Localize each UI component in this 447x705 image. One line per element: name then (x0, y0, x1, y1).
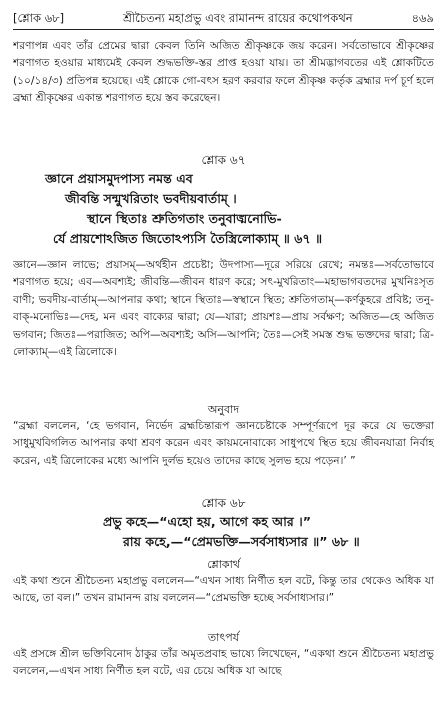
verse-67-heading: শ্লোক ৬৭ (201, 153, 246, 167)
verse-68-meaning-label: শ্লোকার্থ (207, 558, 240, 571)
verse-68-line-1: প্রভু কহে—“এহো হয়, আগে কহ আর ।” (103, 514, 312, 529)
header-verse-ref: [শ্লোক ৬৮] (13, 11, 65, 25)
intro-paragraph: শরণাপন্ন এবং তাঁর প্রেমের দ্বারা কেবল তিনি অজিত শ্রীকৃষ্ণকে জয় করেন। সর্বতোভাবে শ্রীকৃষ্ণের শরণাগত হওয়ার মাধ্যমেই কেবল শুদ্ধভক্তি-স্তর প্রাপ্ত হওয়া যায়। তা শ্রীমদ্ভাগবতের এই শ্লোকটিতে (১০/১৪/৩) প্রতিপন্ন হয়েছে। এই শ্লোকে গো-বৎস হরণ করবার ফলে শ্রীকৃষ্ণ কর্তৃক ব্রহ্মার দর্প চূর্ণ হলে ব্রহ্মা শ্রীকৃষ্ণের একান্ত শরণাগত হয়ে স্তব করেছেন। (13, 40, 434, 105)
translation-label: অনুবাদ (207, 403, 240, 416)
page-header (13, 10, 434, 26)
verse-67-line-1: জ্ঞানে প্রয়াসমুদপাস্য নমন্ত এব (45, 171, 193, 186)
page-number: ৪৬৯ (411, 11, 434, 25)
header-chapter-title: শ্রীচৈতন্য মহাপ্রভু এবং রামানন্দ রায়ের কথোপকথন (123, 11, 353, 25)
header-divider (13, 29, 434, 30)
verse-67-translation: “ব্রহ্মা বললেন, ‘হে ভগবান, নির্ভেদ ব্রহ্মচিন্তারূপ জ্ঞানচেষ্টাকে সম্পূর্ণরূপে দূর করে যে ভক্তেরা সাধুমুখবিগলিত আপনার কথা শ্রবণ করেন এবং কায়মনোবাক্যে সাধুপথে স্থিত হয়ে জীবনযাত্রা নির্বাহ করেন, এই ত্রিলোকের মধ্যে আপনি দুর্লভ হয়েও তাদের কাছে সুলভ হয়ে পড়েন।’ ” (13, 420, 434, 467)
verse-67-word-meanings: জ্ঞানে—জ্ঞান লাভে; প্রয়াসম্—অর্থহীন প্রচেষ্টা; উদপাস্য—দূরে সরিয়ে রেখে; নমন্তঃ—সর্বতোভাবে শরণাগত হয়ে; এব—অবশ্যই; জীবন্তি—জীবন ধারণ করে; সৎ-মুখরিতাং—মহাভাগবতদের মুখনিঃসৃত বাণী; ভবদীয়-বার্তাম্—আপনার কথা; স্থানে স্থিতাঃ—স্বস্থানে স্থিত; শ্রুতিগতাম্—কর্ণকুহরে প্রবিষ্ট; তনু-বাক্-মনোভিঃ—দেহ, মন এবং বাক্যের দ্বারা; যে—যারা; প্রায়শঃ—প্রায় সর্বক্ষণ; অজিত—হে অজিত ভগবান; জিতঃ—পরাজিত; অপি—অবশ্যই; অসি—আপনি; তৈঃ—সেই সমস্ত শুদ্ধ ভক্তদের দ্বারা; ত্রি-লোক্যাম্—এই ত্রিলোকে। (13, 259, 434, 359)
verse-68-line-2: রায় কহে,—“প্রেমভক্তি—সর্বসাধ্যসার ॥” ৬৮ ॥ (123, 534, 360, 549)
verse-67-line-3: স্থানে স্থিতাঃ শ্রুতিগতাং তনুবাঙ্মনোভি- (87, 211, 282, 226)
verse-68-meaning: এই কথা শুনে শ্রীচৈতন্য মহাপ্রভু বললেন—“এখন সাধ্য নির্ণীত হল বটে, কিন্তু তার থেকেও অধিক যা আছে, তা বল।” তখন রামানন্দ রায় বললেন—“প্রেমভক্তি হচ্ছে সর্বসাধ্যসার।” (13, 575, 434, 605)
purport-label: তাৎপর্য (207, 631, 240, 644)
verse-68-heading: শ্লোক ৬৮ (201, 496, 246, 510)
verse-68-purport: এই প্রসঙ্গে শ্রীল ভক্তিবিনোদ ঠাকুর তাঁর অমৃতপ্রবাহ ভাষ্যে লিখেছেন, “একথা শুনে শ্রীচৈতন্য মহাপ্রভু বললেন,—এখন সাধ্য নির্ণীত হল বটে, এর চেয়ে অধিক যা আছে (13, 648, 434, 678)
verse-67-line-4: র্যে প্রায়শোঽজিত জিতোঽপ্যসি তৈস্ত্রিলোক্যাম্ ॥ ৬৭ ॥ (53, 231, 323, 246)
verse-67-line-2: জীবন্তি সন্মুখরিতাং ভবদীয়বার্তাম্ । (65, 191, 237, 206)
